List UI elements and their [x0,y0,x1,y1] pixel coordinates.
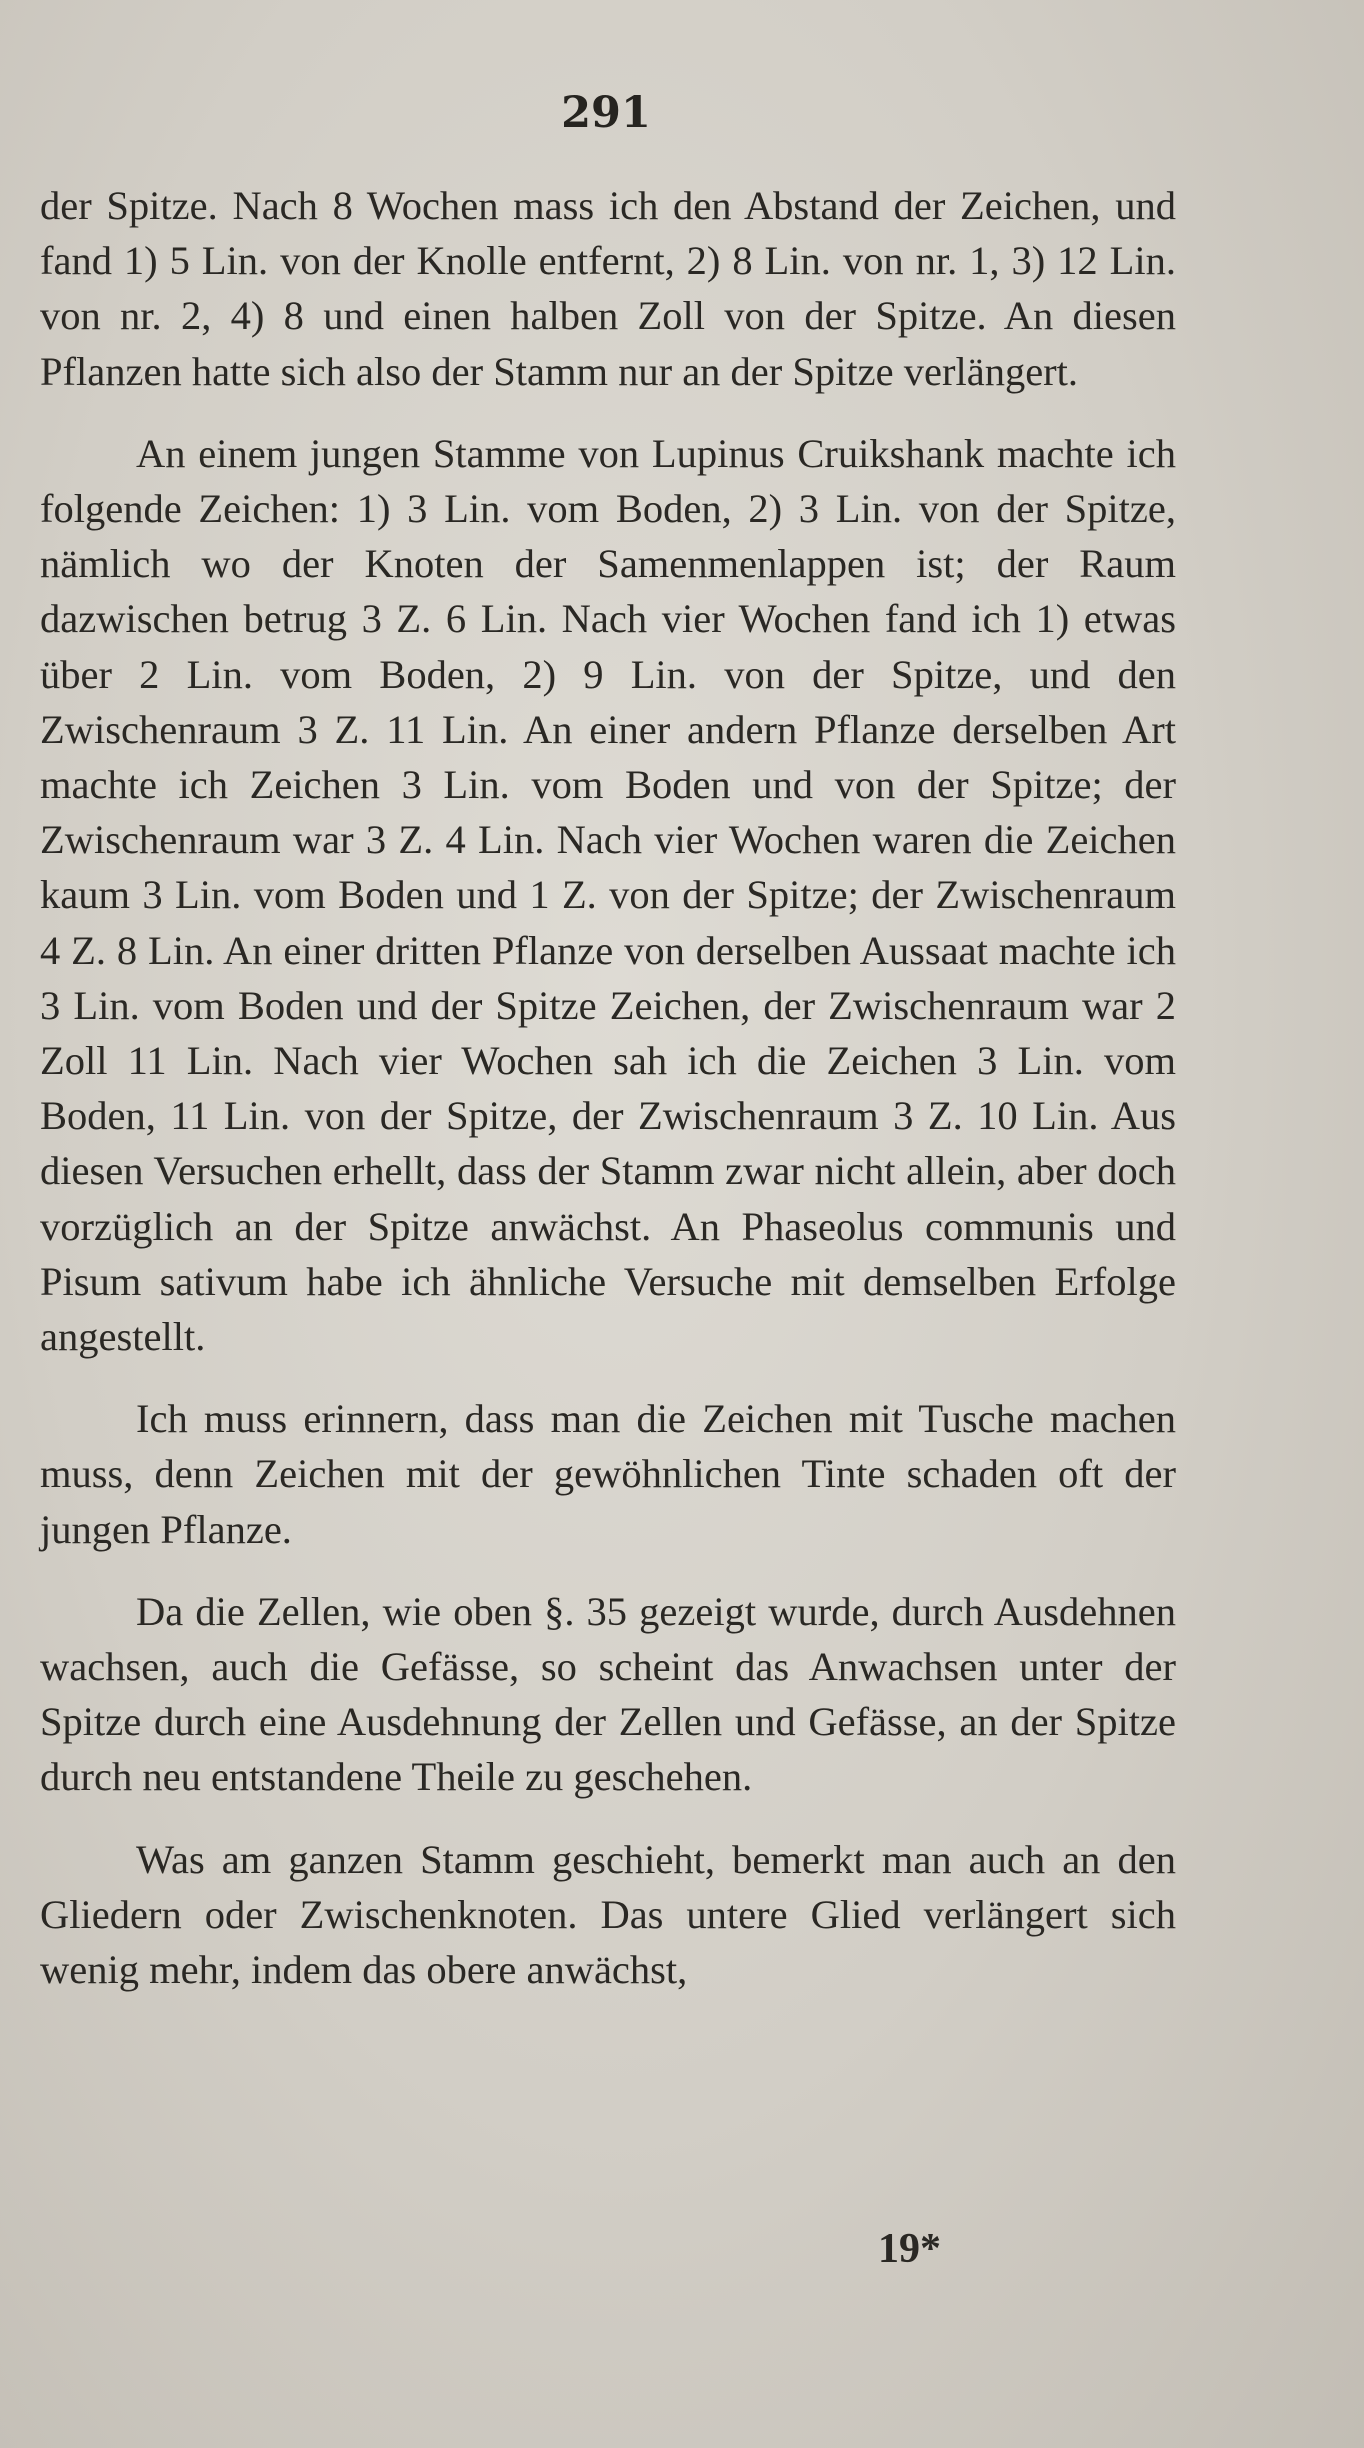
paragraph-1: der Spitze. Nach 8 Wochen mass ich den Abstand der Zeichen, und fand 1) 5 Lin. von der Knolle entfernt, 2) 8 Lin. von nr. 1, 3) 12 Lin. von nr. 2, 4) 8 und einen halben Zoll von der Spitze. An diesen Pflanzen hatte sich also der Stamm nur an der Spitze verlängert. [40,183,1176,394]
body-text [40,178,1176,1997]
page-number: 291 [561,88,651,138]
paragraph-3: Ich muss erinnern, dass man die Zeichen mit Tusche machen muss, denn Zeichen mit der gewöhnlichen Tinte schaden oft der jungen Pflanze. [40,1396,1176,1552]
paragraph-4: Da die Zellen, wie oben §. 35 gezeigt wurde, durch Ausdehnen wachsen, auch die Gefässe, so scheint das Anwachsen unter der Spitze durch eine Ausdehnung der Zellen und Gefässe, an der Spitze durch neu entstandene Theile zu geschehen. [40,1588,1176,1800]
sheet-signature: 19* [878,2226,941,2272]
paragraph-5: Was am ganzen Stamm geschieht, bemerkt man auch an den Gliedern oder Zwischenknoten. Das untere Glied verlängert sich wenig mehr, indem das obere anwächst, [40,1836,1176,1993]
paragraph-2: An einem jungen Stamme von Lupinus Cruikshank machte ich folgende Zeichen: 1) 3 Lin. vom Boden, 2) 3 Lin. von der Spitze, nämlich wo der Knoten der Samenmenlappen ist; der Raum dazwischen betrug 3 Z. 6 Lin. Nach vier Wochen fand ich 1) etwas über 2 Lin. vom Boden, 2) 9 Lin. von der Spitze, und den Zwischenraum 3 Z. 11 Lin. An einer andern Pflanze derselben Art machte ich Zeichen 3 Lin. vom Boden und von der Spitze; der Zwischenraum war 3 Z. 4 Lin. Nach vier Wochen waren die Zeichen kaum 3 Lin. vom Boden und 1 Z. von der Spitze; der Zwischenraum 4 Z. 8 Lin. An einer dritten Pflanze von derselben Aussaat machte ich 3 Lin. vom Boden und der Spitze Zeichen, der Zwischenraum war 2 Zoll 11 Lin. Nach vier Wochen sah ich die Zeichen 3 Lin. vom Boden, 11 Lin. von der Spitze, der Zwischenraum 3 Z. 10 Lin. Aus diesen Versuchen erhellt, dass der Stamm zwar nicht allein, aber doch vorzüglich an der Spitze anwächst. An Phaseolus communis und Pisum sativum habe ich ähnliche Versuche mit demselben Erfolge angestellt. [40,430,1176,1360]
